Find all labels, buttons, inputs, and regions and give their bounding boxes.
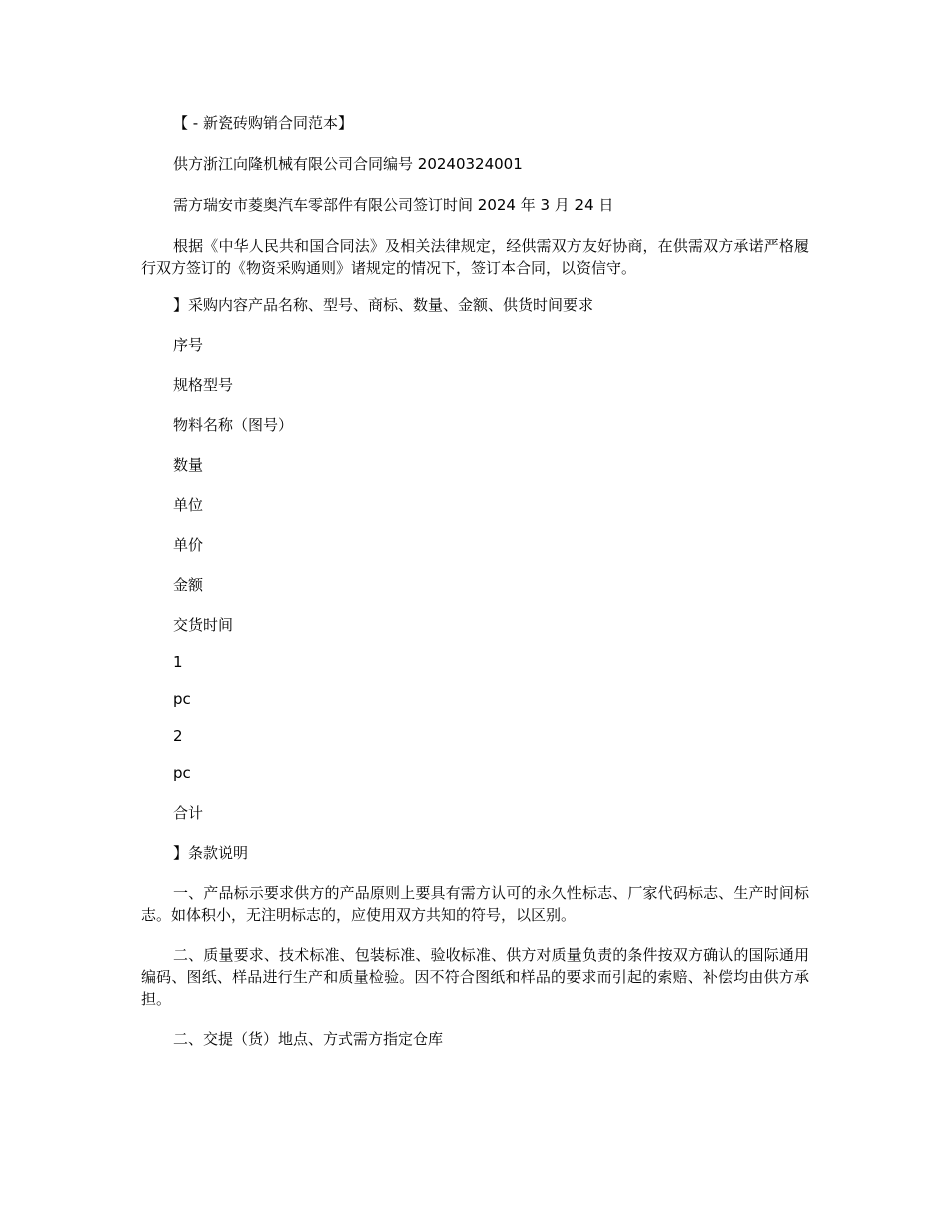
total-label: 合计 <box>173 804 204 822</box>
contract-title: 【 - 新瓷砖购销合同范本】 <box>173 114 353 132</box>
table-header-unit-price: 单价 <box>173 536 204 554</box>
supplier-line: 供方浙江向隆机械有限公司合同编号 20240324001 <box>173 155 523 173</box>
table-header-delivery-time: 交货时间 <box>173 616 234 634</box>
table-header-quantity: 数量 <box>173 456 204 474</box>
table-header-serial: 序号 <box>173 336 204 354</box>
buyer-line: 需方瑞安市菱奥汽车零部件有限公司签订时间 2024 年 3 月 24 日 <box>173 196 614 214</box>
table-row-1-serial: 1 <box>173 653 183 671</box>
preamble-paragraph: 根据《中华人民共和国合同法》及相关法律规定，经供需双方友好协商，在供需双方承诺严格履行双方签订的《物资采购通则》诸规定的情况下，签订本合同，以资信守。 <box>141 237 809 277</box>
table-row-2-serial: 2 <box>173 727 183 745</box>
clause-delivery-location: 二、交提（货）地点、方式需方指定仓库 <box>173 1030 444 1048</box>
section-terms-heading: 】条款说明 <box>173 844 249 862</box>
table-header-spec: 规格型号 <box>173 376 234 394</box>
table-row-1-unit: pc <box>173 690 191 708</box>
clause-product-marking: 一、产品标示要求供方的产品原则上要具有需方认可的永久性标志、厂家代码标志、生产时间标志。如体积小，无注明标志的，应使用双方共知的符号，以区别。 <box>141 884 809 924</box>
clause-quality-requirements: 二、质量要求、技术标准、包装标准、验收标准、供方对质量负责的条件按双方确认的国际通用编码、图纸、样品进行生产和质量检验。因不符合图纸和样品的要求而引起的索赔、补偿均由供方承担。 <box>141 946 809 1008</box>
table-header-unit: 单位 <box>173 496 204 514</box>
table-header-amount: 金额 <box>173 576 204 594</box>
contract-document <box>141 112 809 1050</box>
section-purchase-heading: 】采购内容产品名称、型号、商标、数量、金额、供货时间要求 <box>173 296 594 314</box>
table-header-material: 物料名称（图号） <box>173 416 294 434</box>
table-row-2-unit: pc <box>173 764 191 782</box>
